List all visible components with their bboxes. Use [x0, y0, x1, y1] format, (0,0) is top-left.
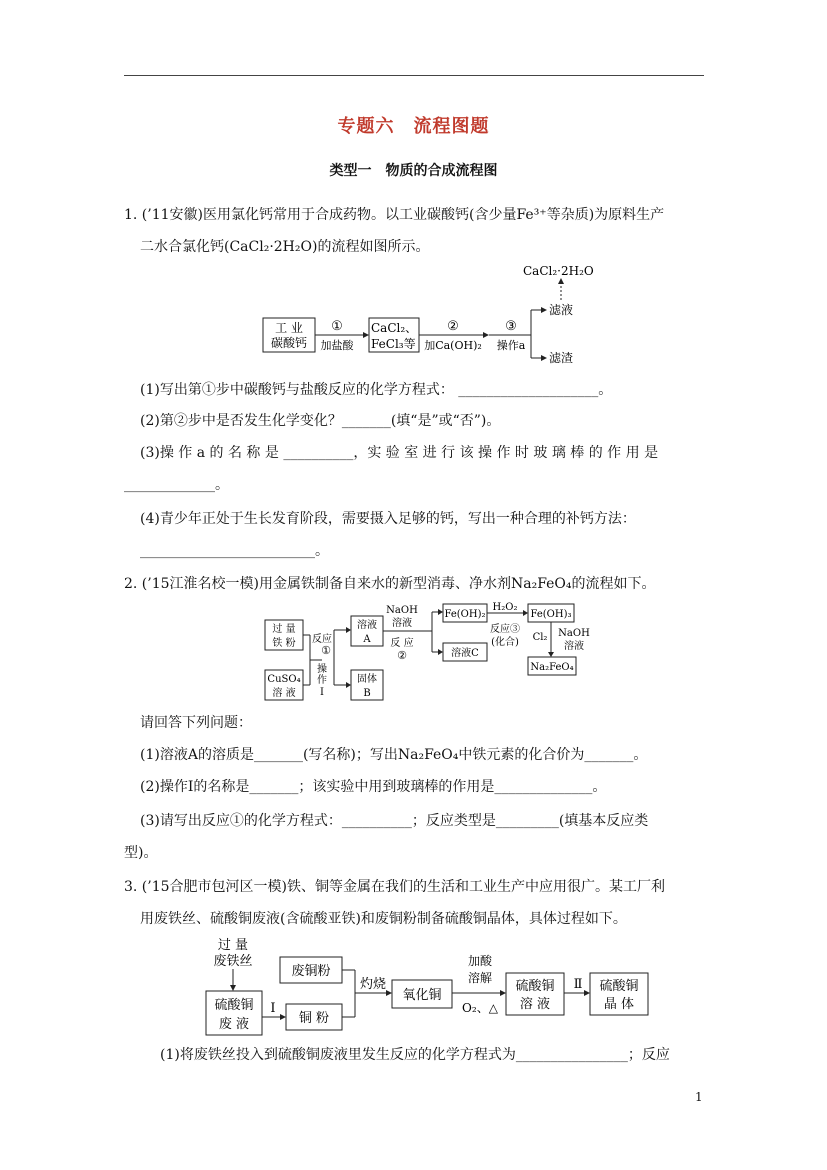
q1-box-mid-l2: FeCl₃等: [371, 337, 416, 351]
diagram-label: ①: [321, 644, 331, 657]
diagram-label: 溶 液: [272, 688, 296, 699]
diagram-label: 铜 粉: [298, 1011, 330, 1026]
diagram-label: 反应: [312, 634, 332, 645]
q2-flow-diagram: [262, 600, 602, 706]
q1-sub2: (2)第②步中是否发生化学变化？_______(填“是”或“否”)。: [140, 413, 501, 429]
diagram-label: NaOH: [386, 605, 418, 616]
diagram-label: B: [363, 688, 371, 699]
q1-sub4a: (4)青少年正处于生长发育阶段，需要摄入足够的钙，写出一种合理的补钙方法：: [140, 511, 636, 527]
diagram-label: Fe(OH)₂: [444, 609, 486, 620]
diagram-label: 反应③: [490, 624, 520, 635]
diagram-label: 溶液C: [451, 648, 479, 659]
q1-stem-line1: 1. (’11安徽)医用氯化钙常用于合成药物。以工业碳酸钙(含少量Fe³⁺等杂质)为原料生产: [124, 207, 665, 223]
page-title: 专题六 流程图题: [337, 116, 490, 137]
diagram-label: NaOH: [558, 628, 590, 639]
q3-stem-line1: 3. (’15合肥市包河区一模)铁、铜等金属在我们的生活和工业生产中应用很广。某工厂利: [124, 879, 665, 895]
diagram-label: Ⅰ: [270, 1001, 276, 1016]
q1-sub3a: (3)操 作 a 的 名 称 是 __________，实 验 室 进 行 该 操 作 时 玻 璃 棒 的 作 用 是: [140, 445, 659, 461]
q1-step1: ①: [331, 319, 343, 334]
diagram-label: 溶解: [467, 971, 493, 985]
header-rule: [124, 75, 704, 76]
diagram-label: O₂、△: [462, 1001, 498, 1015]
q2-sub3b: 型)。: [124, 845, 158, 861]
q1-step3-label: 操作a: [496, 339, 526, 352]
q1-step3: ③: [505, 319, 517, 334]
q2-sub1: (1)溶液A的溶质是_______(写名称)；写出Na₂FeO₄中铁元素的化合价为_______。: [140, 747, 648, 763]
diagram-label: 作: [317, 675, 327, 686]
q1-filtrate: 滤液: [549, 303, 574, 317]
diagram-label: 操: [317, 664, 327, 675]
q1-product: CaCl₂·2H₂O: [523, 264, 594, 278]
q1-sub1: (1)写出第①步中碳酸钙与盐酸反应的化学方程式： ____________________。: [140, 382, 613, 398]
diagram-label: Ⅱ: [573, 977, 583, 992]
q2-sub3a: (3)请写出反应①的化学方程式：__________；反应类型是_________(填基本反应类: [140, 813, 649, 829]
q2-sub2: (2)操作Ⅰ的名称是_______；该实验中用到玻璃棒的作用是______________。: [140, 779, 607, 795]
diagram-label: CuSO₄: [267, 674, 301, 685]
diagram-label: 硫酸铜: [515, 979, 555, 994]
diagram-label: 反 应: [390, 638, 414, 649]
diagram-label: 固体: [357, 674, 377, 685]
section-subtitle: 类型一 物质的合成流程图: [329, 163, 498, 179]
diagram-label: 过 量: [217, 938, 249, 953]
diagram-label: 氧化铜: [402, 988, 442, 1003]
diagram-label: 溶液: [357, 620, 377, 631]
diagram-label: 灼烧: [359, 977, 387, 992]
diagram-label: 硫酸铜: [599, 979, 639, 994]
q1-stem-line2: 二水合氯化钙(CaCl₂·2H₂O)的流程如图所示。: [140, 239, 430, 255]
q1-step1-label: 加盐酸: [320, 339, 354, 352]
q1-sub3b: _____________。: [124, 477, 229, 493]
diagram-label: 晶 体: [603, 997, 635, 1012]
q1-box-raw-l1: 工 业: [275, 321, 303, 335]
page-number: 1: [695, 1090, 703, 1104]
diagram-label: 废铜粉: [291, 964, 331, 979]
diagram-label: Fe(OH)₃: [530, 609, 572, 620]
q1-box-mid-l1: CaCl₂、: [371, 321, 418, 335]
diagram-label: ②: [397, 649, 407, 662]
q1-step2: ②: [447, 319, 459, 334]
q2-stem-line1: 2. (’15江淮名校一模)用金属铁制备自来水的新型消毒、净水剂Na₂FeO₄的流程如下。: [124, 576, 656, 592]
diagram-label: 废铁丝: [213, 954, 253, 969]
q1-box-raw-l2: 碳酸钙: [270, 336, 308, 350]
diagram-label: 溶液: [392, 618, 412, 629]
diagram-label: 废 液: [218, 1017, 250, 1032]
diagram-label: 过 量: [272, 624, 296, 635]
diagram-label: 加酸: [467, 954, 493, 968]
diagram-label: Ⅰ: [320, 687, 324, 698]
q1-sub4b: _________________________。: [140, 543, 329, 559]
diagram-label: A: [363, 634, 371, 645]
q2-prompt: 请回答下列问题：: [140, 715, 252, 731]
q1-flow-diagram: [255, 262, 605, 370]
diagram-label: H₂O₂: [492, 602, 518, 613]
diagram-label: 溶 液: [519, 997, 551, 1012]
q1-residue: 滤渣: [549, 351, 574, 365]
diagram-label: (化合): [491, 637, 519, 648]
diagram-label: Na₂FeO₄: [530, 662, 574, 673]
q3-flow-diagram: [200, 935, 660, 1040]
diagram-label: 铁 粉: [272, 638, 296, 649]
diagram-label: 溶液: [564, 641, 584, 652]
q1-step2-label: 加Ca(OH)₂: [424, 339, 482, 352]
diagram-label: Cl₂: [532, 632, 548, 643]
diagram-label: 硫酸铜: [214, 998, 254, 1013]
q3-stem-line2: 用废铁丝、硫酸铜废液(含硫酸亚铁)和废铜粉制备硫酸铜晶体，具体过程如下。: [140, 911, 627, 927]
q3-sub1: (1)将废铁丝投入到硫酸铜废液里发生反应的化学方程式为________________；反应: [160, 1047, 670, 1063]
